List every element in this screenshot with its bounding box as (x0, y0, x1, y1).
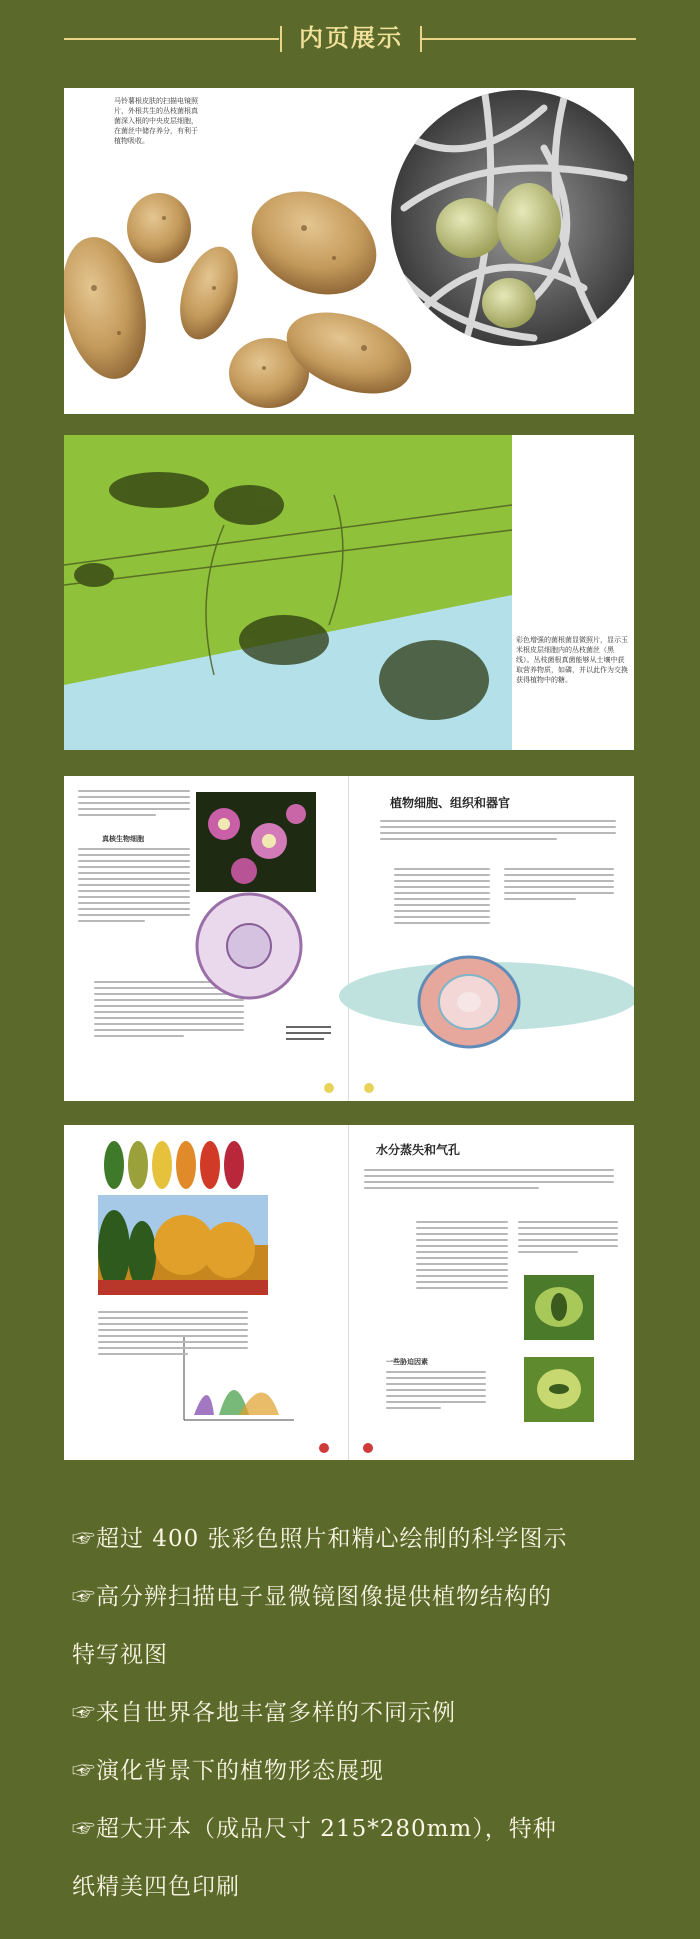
body-text (504, 868, 614, 904)
page-preview-1 (64, 88, 634, 414)
page-preview-2 (64, 435, 634, 750)
feature-list (72, 1510, 672, 1916)
feature-item-continued: 纸精美四色印刷 (72, 1874, 240, 1900)
body-text (416, 1221, 508, 1293)
body-text (380, 820, 616, 844)
micrograph-illustration (64, 435, 634, 750)
header-rule-left (64, 38, 279, 40)
feature-item: ☞超大开本（成品尺寸 215*280mm），特种 (72, 1816, 557, 1842)
header-tick-left (280, 26, 282, 52)
section-header (0, 0, 700, 80)
page-preview-3 (64, 776, 634, 1101)
page-title: 植物细胞、组织和器官 (390, 796, 511, 810)
subheading: 真核生物细胞 (102, 835, 144, 843)
body-text (518, 1221, 618, 1257)
section-title: 内页展示 (299, 24, 403, 52)
feature-item: ☞来自世界各地丰富多样的不同示例 (72, 1700, 456, 1726)
sidebar-heading: 一些胁迫因素 (386, 1358, 428, 1366)
page-caption: 马铃薯根皮肤的扫描电镜照片，外根共生的丛枝菌根真菌深入根的中央皮层细胞，在菌丝中储存养分，有利于植物吸收。 (114, 97, 198, 145)
body-text (394, 868, 490, 928)
sidebar-text (386, 1371, 486, 1413)
body-text (98, 1311, 248, 1359)
feature-item: ☞高分辨扫描电子显微镜图像提供植物结构的 (72, 1584, 552, 1610)
feature-item-continued: 特写视图 (72, 1642, 168, 1668)
page-preview-4 (64, 1125, 634, 1460)
header-rule-right (422, 38, 636, 40)
page-caption: 彩色增强的菌根菌显微照片，显示玉米根皮层细胞内的丛枝菌丝（黑线）。丛枝菌根真菌能够从土壤中获取营养物质，如磷，并以此作为交换获得植物中的糖。 (516, 636, 628, 684)
feature-item: ☞演化背景下的植物形态展现 (72, 1758, 384, 1784)
page-title: 水分蒸失和气孔 (376, 1143, 461, 1157)
potato-sem-illustration (64, 88, 634, 414)
feature-item: ☞超过 400 张彩色照片和精心绘制的科学图示 (72, 1526, 568, 1552)
body-text (364, 1169, 614, 1193)
